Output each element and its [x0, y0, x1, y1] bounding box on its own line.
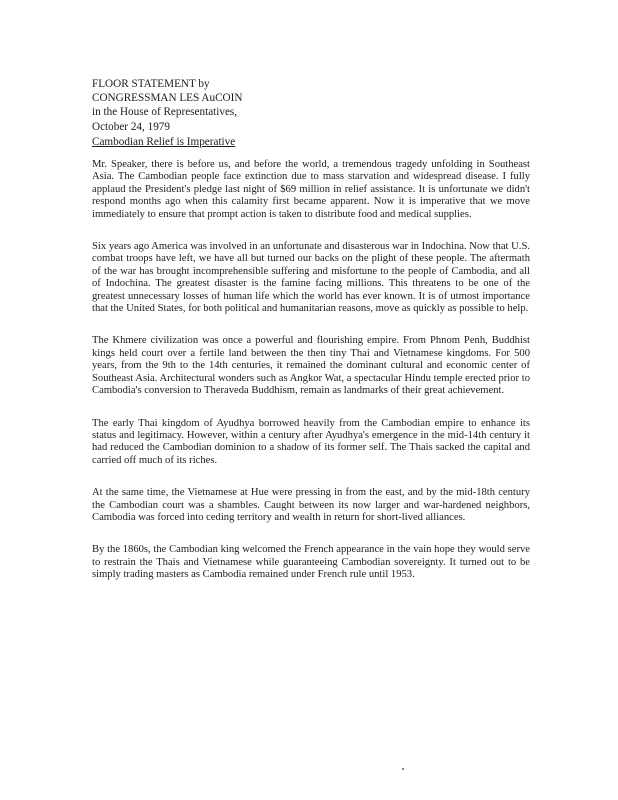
statement-body	[92, 159, 530, 602]
header-line-3: in the House of Representatives,	[92, 106, 238, 119]
paragraph-2: Six years ago America was involved in an unfortunate and disasterous war in Indochina. Now that U.S. combat troops have left, we have all but turned our backs on the plight of these people. The aftermath of the war has brought incomprehensible suffering and misfortune to the people of Cambodia, and all of Indochina. The greatest disaster is the famine facing millions. This threatens to be one of the greatest unnecessary losses of human life which the world has ever known. It is of utmost importance that the United States, for both political and humanitarian reasons, move as quickly as possible to help.	[92, 241, 530, 315]
paragraph-6: By the 1860s, the Cambodian king welcomed the French appearance in the vain hope they would serve to restrain the Thais and Vietnamese while guaranteeing Cambodian sovereignty. It turned out to be simply trading masters as Cambodia remained under French rule until 1953.	[92, 544, 530, 581]
document-title: Cambodian Relief is Imperative	[92, 136, 236, 148]
paragraph-4: The early Thai kingdom of Ayudhya borrowed heavily from the Cambodian empire to enhance its status and legitimacy. However, within a century after Ayudhya's emergence in the mid-14th century it had reduced the Cambodian dominion to a shadow of its former self. The Thais sacked the capital and carried off much of its riches.	[92, 417, 530, 466]
statement-header	[92, 77, 242, 134]
header-line-1: FLOOR STATEMENT by	[92, 78, 210, 90]
header-line-2: CONGRESSMAN LES AuCOIN	[92, 92, 243, 105]
header-date: October 24, 1979	[92, 120, 170, 133]
paragraph-5: At the same time, the Vietnamese at Hue were pressing in from the east, and by the mid-18th century the Cambodian court was a shambles. Caught between its now larger and war-hardened neighbors, Cambodia was forced into ceding territory and wealth in return for short-lived alliances.	[92, 487, 530, 523]
scan-speck	[402, 768, 404, 770]
paragraph-3: The Khmere civilization was once a powerful and flourishing empire. From Phnom Penh, Buddhist kings held court over a fertile land between the then tiny Thai and Vietnamese kingdoms. For 500 years, from the 9th to the 14th centuries, it remained the dominant cultural and economic center of Southeast Asia. Architectural wonders such as Angkor Wat, a spectacular Hindu temple erected prior to Cambodia's conversion to Theraveda Buddhism, remain as landmarks of their great achievement.	[92, 335, 530, 397]
paragraph-1: Mr. Speaker, there is before us, and before the world, a tremendous tragedy unfolding in Southeast Asia. The Cambodian people face extinction due to mass starvation and widespread disease. I fully applaud the President's pledge last night of $69 million in relief assistance. It is unfortunate we didn't respond months ago when this calamity first became apparent. Now it is imperative that we move immediately to ensure that prompt action is taken to distribute food and medical supplies.	[92, 159, 530, 220]
